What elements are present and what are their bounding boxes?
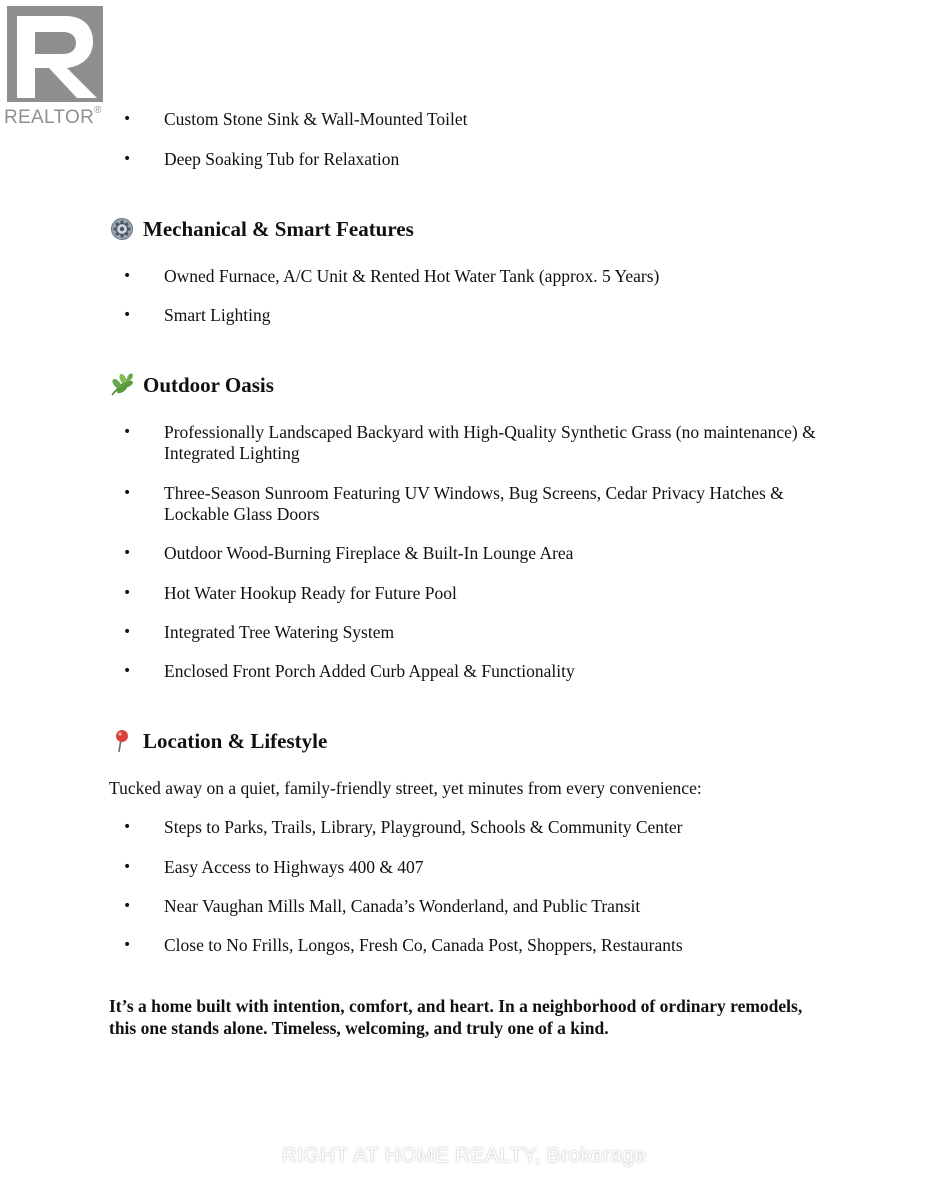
bullet-icon: • xyxy=(123,307,132,323)
bullet-icon: • xyxy=(123,663,132,679)
location-intro: Tucked away on a quiet, family-friendly street, yet minutes from every convenience: xyxy=(109,778,702,798)
section-heading-outdoor: Outdoor Oasis xyxy=(109,373,274,397)
bullet-icon: • xyxy=(123,898,132,914)
bullet-icon: • xyxy=(123,859,132,875)
bullet-icon: • xyxy=(123,545,132,561)
realtor-wordmark: REALTOR® xyxy=(4,104,102,128)
bullet-icon: • xyxy=(123,485,132,501)
bullet-icon: • xyxy=(123,624,132,640)
bullet-icon: • xyxy=(123,937,132,953)
bullet-icon: • xyxy=(123,819,132,835)
bullet-icon: • xyxy=(123,151,132,167)
bullet-icon: • xyxy=(123,424,132,440)
pushpin-icon xyxy=(109,729,135,753)
realtor-logo xyxy=(4,6,108,130)
bullet-icon: • xyxy=(123,111,132,127)
section-heading-location: Location & Lifestyle xyxy=(109,729,327,753)
bullet-icon: • xyxy=(123,268,132,284)
closing-statement: It’s a home built with intention, comfort, and heart. In a neighborhood of ordinary remodels, this one stands alone. Timeless, welcoming, and truly one of a kind. xyxy=(109,996,803,1038)
realtor-r-icon xyxy=(7,6,103,102)
gear-icon xyxy=(109,217,135,241)
bullet-icon: • xyxy=(123,585,132,601)
brokerage-watermark: RIGHT AT HOME REALTY, Brokerage xyxy=(281,1144,647,1167)
herb-leaf-icon xyxy=(109,373,135,397)
section-heading-mechanical: Mechanical & Smart Features xyxy=(109,217,414,241)
